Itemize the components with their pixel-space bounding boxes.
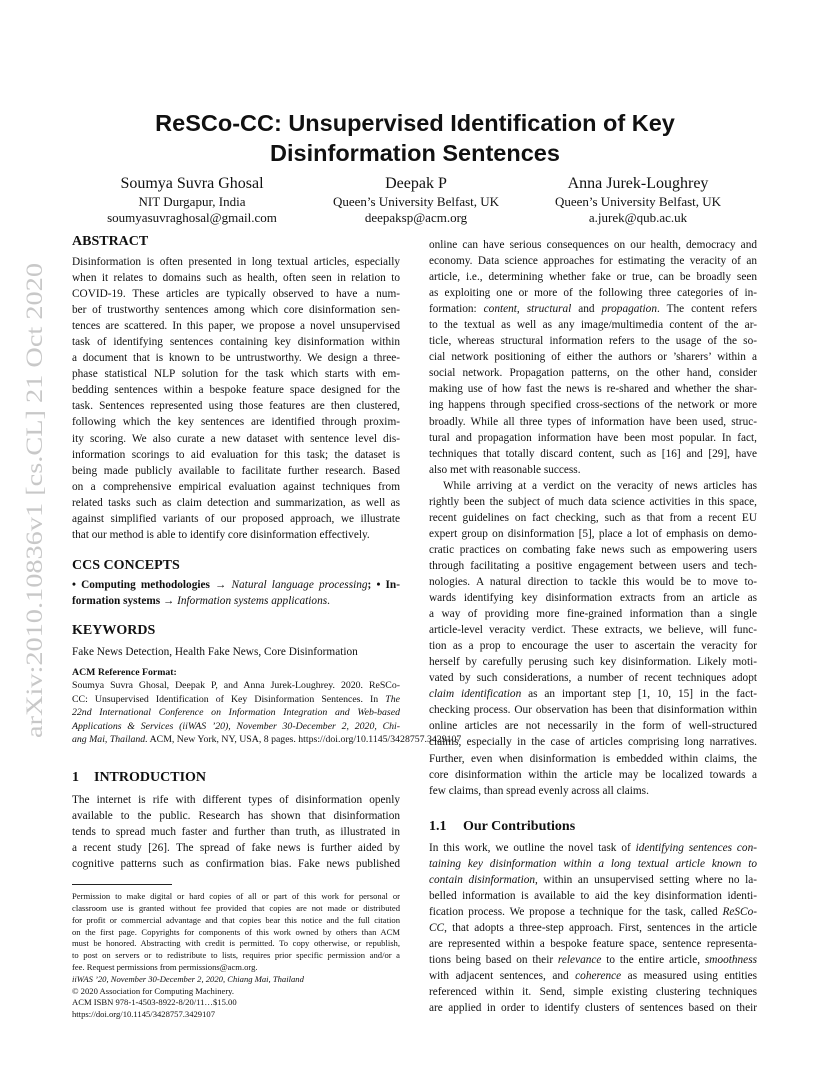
text-line: claims, especially in the case of articles comprising long narratives. — [429, 736, 757, 749]
permission-line: on the first page. Copyrights for components of this work owned by others than ACM — [72, 926, 400, 937]
text-line: related tasks such as claim detection and summarization, as well as — [72, 496, 400, 509]
text-line — [429, 840, 757, 856]
text-line: techniques that totally discard content, such as [16] and [29], have — [429, 447, 757, 460]
author-block — [518, 174, 758, 226]
left-column — [72, 233, 462, 1021]
text-line: task. Sentences represented using those features are then clustered, — [72, 400, 400, 413]
text-line: recent guidelines on fact checking, such as that from a recent EU — [429, 511, 757, 524]
contributions-heading — [429, 818, 757, 836]
text-line: are applied in order to identify clusters of sentences based on their — [429, 1002, 757, 1015]
text-line: bedding sentences within a bespoke feature space designed for the — [72, 384, 400, 397]
permission-line: fee. Request permissions from permissions@acm.org. — [72, 961, 258, 972]
text-line: task of identifying sentences containing key disinformation within — [72, 336, 400, 349]
reference-text: Applications & Services (iiWAS ’20), November 30-December 2, 2020, Chi- — [72, 720, 400, 732]
text-run: smoothness — [704, 953, 757, 966]
text-line: tural and propagation information have been most popular. In fact, — [429, 431, 757, 444]
text-line — [429, 952, 757, 968]
text-line: are represented within a bespoke feature space, sentence representa- — [429, 937, 757, 950]
permission-line: to post on servers or to redistribute to lists, requires prior specific permission and/or a — [72, 950, 400, 961]
text-line: cial network positioning of either the authors or ’sharers’ within a — [429, 351, 757, 364]
footnote-rule — [72, 884, 172, 885]
paragraph — [429, 478, 757, 799]
text-line: Further, even when disinformation is embedded within claims, the — [429, 752, 757, 765]
text-line: wards identifying key disinformation extracts from an article as — [429, 592, 757, 605]
section-title: Our Contributions — [463, 818, 576, 834]
text-line: rightly been the subject of much data science activities in this space, — [429, 495, 757, 508]
keywords-heading: KEYWORDS — [72, 622, 156, 638]
author-affiliation: Queen’s University Belfast, UK — [332, 194, 500, 209]
text-line: article-level veracity verdict. These extracts, we believe, will func- — [429, 624, 757, 637]
section-number: 1 — [72, 769, 79, 785]
author-block — [296, 174, 536, 226]
keywords-text: Fake News Detection, Health Fake News, Core Disinformation — [72, 645, 358, 658]
text-run: , — [516, 303, 527, 316]
text-run: tions being based on their — [429, 953, 558, 966]
reference-line — [72, 693, 400, 707]
text-line: economy. Data science approaches for estimating the veracity of an — [429, 255, 757, 268]
text-line: making use of how fast the news is re-shared and whether the shar- — [429, 383, 757, 396]
text-run: to the entire article, — [601, 953, 705, 966]
text-line: tion as a prop to encourage the user to ascertain the veracity for — [429, 640, 757, 653]
text-run: , that adopts a three-step approach. First, sentences in the article — [444, 921, 757, 934]
text-run: ReSCo- — [722, 905, 757, 918]
acm-reference-body — [72, 679, 462, 747]
permission-block — [72, 884, 400, 1021]
text-line: few claims, than spread evenly across all claims. — [429, 784, 649, 797]
text-run: structural — [526, 303, 572, 316]
ccs-arrow: → — [160, 594, 178, 607]
text-line: nologies. A natural direction to tackle this would be to move to- — [429, 575, 757, 588]
text-line: a way of providing more fine-grained information than a single — [429, 608, 757, 621]
text-line — [429, 968, 757, 984]
text-run: propagation — [601, 303, 657, 316]
text-line: a recent study [26]. The spread of fake news is further aided by — [72, 842, 400, 855]
reference-text: The — [385, 693, 400, 705]
text-line: online articles are not necessarily in the form of well-structured — [429, 720, 757, 733]
text-line: cratic practices on combating fake news such as empowering users — [429, 543, 757, 556]
text-run: with adjacent sentences, and — [429, 970, 576, 983]
reference-line — [72, 706, 400, 720]
text-run: fication process. We propose a technique for the task, called — [429, 905, 723, 918]
ccs-heading: CCS CONCEPTS — [72, 557, 180, 573]
text-line: as exploiting one or more of the following three categories of in- — [429, 287, 757, 300]
abstract-heading: ABSTRACT — [72, 234, 149, 249]
ccs-line — [72, 577, 400, 593]
ccs-arrow: → — [209, 578, 232, 591]
acm-reference-heading: ACM Reference Format: — [72, 666, 177, 678]
text-line: against simplified variants of our proposed approach, we illustrate — [72, 512, 400, 525]
right-column — [429, 237, 757, 1016]
text-line: available to the public. Research has shown that disinformation — [72, 809, 400, 822]
reference-line: Soumya Suvra Ghosal, Deepak P, and Anna Jurek-Loughrey. 2020. ReSCo- — [72, 679, 400, 691]
text-line: online can have serious consequences on our health, democracy and — [429, 239, 757, 251]
text-line: ber of trustworthy sentences among which core disinformation sen- — [72, 304, 400, 317]
title-line: ReSCo-CC: Unsupervised Identification of Key — [155, 110, 675, 136]
text-line: While arriving at a verdict on the veracity of news articles has — [443, 479, 757, 492]
text-run: and — [571, 303, 602, 316]
author-name: Anna Jurek-Loughrey — [567, 175, 709, 192]
isbn-line: ACM ISBN 978-1-4503-8922-8/20/11…$15.00 — [72, 997, 237, 1008]
text-run: as measured using entities — [621, 970, 757, 983]
arxiv-identifier: arXiv:2010.10836v1 [cs.CL] 21 Oct 2020 — [22, 352, 47, 738]
text-run: relevance — [557, 953, 602, 966]
permission-line: for profit or commercial advantage and that copies bear this notice and the full citation — [72, 914, 400, 925]
text-line: broadly. While all three types of information have been used, struc- — [429, 415, 757, 428]
author-affiliation: NIT Durgapur, India — [138, 194, 246, 209]
text-line: cognitive patterns such as confirmation bias. Fake news published — [72, 858, 400, 871]
ccs-line — [72, 593, 400, 609]
text-run: , within an unsupervised setting where no la- — [535, 873, 758, 886]
reference-line — [72, 733, 462, 747]
text-line — [429, 686, 757, 702]
ccs-concept: formation systems — [72, 594, 161, 607]
text-run: CC — [429, 921, 445, 934]
author-affiliation: Queen’s University Belfast, UK — [554, 194, 722, 209]
ccs-concept: • Computing methodologies — [72, 578, 210, 591]
text-run: as an important step [1, 10, 15] in the fact- — [521, 688, 757, 701]
title-line: Disinformation Sentences — [270, 140, 560, 166]
text-line: Disinformation is often presented in long textual articles, especially — [72, 256, 400, 268]
text-line: phase statistical NLP solution for the task which starts with em- — [72, 368, 400, 381]
text-line: COVID-19. These articles are typically observed to have a num- — [72, 288, 400, 301]
author-name: Soumya Suvra Ghosal — [120, 175, 264, 192]
text-line: ticle, whereas structural information refers to the usage of the so- — [429, 335, 757, 348]
introduction-body — [72, 792, 400, 872]
text-line: checking process. Our observation has been that disinformation within — [429, 704, 757, 717]
reference-text: CC: Unsupervised Identification of Key Disinformation Sentences. In — [72, 693, 386, 705]
section-number: 1.1 — [429, 818, 447, 834]
copyright-line: © 2020 Association for Computing Machinery. — [72, 985, 235, 996]
reference-text: ang Mai, Thailand. — [72, 734, 148, 746]
text-line — [429, 301, 757, 317]
text-line: vated by such considerations, a number of recent techniques adopt — [429, 672, 757, 685]
text-line: also met with reasonable success. — [429, 463, 581, 476]
text-line: tends to spread much faster and further than truth, as illustrated in — [72, 826, 400, 838]
abstract-body — [72, 254, 400, 543]
text-line: expert group on disinformation [5], place a lot of emphasis on demo- — [429, 527, 757, 540]
text-run: In this work, we outline the novel task of — [429, 841, 636, 854]
section-title: INTRODUCTION — [94, 769, 207, 785]
text-line — [429, 920, 757, 936]
text-line: referenced within it. Send, simple existing clustering techniques — [429, 986, 757, 999]
arxiv-stamp — [14, 260, 54, 740]
text-run: formation: — [429, 303, 484, 316]
ccs-separator: ; • In- — [367, 578, 400, 591]
text-line: to the textual as well as any image/multimedia content of the ar- — [429, 319, 757, 332]
reference-doi: ACM, New York, NY, USA, 8 pages. https://doi.org/10.1145/3428757.3429107 — [147, 734, 462, 746]
text-line: article, i.e., determining whether fake or true, can be broadly seen — [429, 271, 757, 284]
text-run: claim identification — [429, 688, 522, 701]
text-run: contain disinformation — [429, 873, 536, 886]
ccs-concept: Natural language processing — [231, 578, 368, 591]
author-email: a.jurek@qub.ac.uk — [588, 210, 688, 225]
author-block — [72, 174, 312, 226]
author-email: soumyasuvraghosal@gmail.com — [107, 210, 277, 225]
permission-line: Permission to make digital or hard copies of all or part of this work for personal or — [72, 891, 400, 902]
conference-info: iiWAS ’20, November 30-December 2, 2020, Chiang Mai, Thailand — [72, 973, 304, 984]
text-line: a document that is known to be untrustworthy. We design a three- — [72, 352, 400, 365]
paragraph — [429, 840, 757, 1017]
doi-line: https://doi.org/10.1145/3428757.3429107 — [72, 1009, 215, 1020]
reference-line — [72, 720, 400, 734]
text-line: belled information is available to aid the key disinformation identi- — [429, 889, 757, 902]
reference-text: 22nd International Conference on Information Integration and Web-based — [72, 707, 400, 719]
text-line: being made publicly available to facilitate further research. Based — [72, 464, 400, 477]
text-line: through facilitating a positive engagement between users and tech- — [429, 559, 757, 572]
paper-title — [110, 108, 720, 168]
permission-line: must be honored. Abstracting with credit is permitted. To copy otherwise, or republish, — [72, 938, 400, 949]
introduction-heading — [72, 769, 400, 787]
ccs-concept: Information systems applications — [177, 594, 328, 607]
paragraph — [429, 237, 757, 478]
author-email: deepaksp@acm.org — [364, 210, 468, 225]
text-line: tences are scattered. In this paper, we propose a novel unsupervised — [72, 320, 400, 333]
text-line: information scorings to aid evaluation for this task; the dataset is — [72, 448, 400, 461]
author-name: Deepak P — [385, 175, 447, 192]
text-line — [429, 872, 757, 888]
text-line: when it relates to domains such as health, often seen in relation to — [72, 272, 400, 285]
text-run: content — [483, 303, 517, 316]
text-line: following which the key sentences are identified through proxim- — [72, 416, 400, 429]
text-run: identifying sentences con- — [635, 841, 757, 854]
text-run: taining key disinformation within a long textual article known to — [429, 857, 757, 870]
text-line: ing happens through specified cross-sections of the network or more — [429, 399, 757, 412]
text-line: herself by carefully perusing such key disinformation. Likely moti- — [429, 656, 757, 669]
text-line — [429, 856, 757, 872]
text-line: core disinformation within the article may be localized towards a — [429, 768, 757, 781]
text-line: The internet is rife with different types of disinformation openly — [72, 793, 400, 806]
ccs-end: . — [327, 594, 330, 607]
text-run: coherence — [575, 970, 622, 983]
permission-line: classroom use is granted without fee provided that copies are not made or distributed — [72, 902, 400, 913]
text-line — [429, 904, 757, 920]
text-line: that our method is able to identify core disinformation effectively. — [72, 528, 370, 541]
text-line: on a comprehensive empirical evaluation against techniques from — [72, 480, 400, 493]
text-run: . The content refers — [656, 303, 758, 316]
text-line: social network. Propagation patterns, on the other hand, consider — [429, 367, 757, 380]
text-line: ity scoring. We also curate a new dataset with sentence level dis- — [72, 432, 400, 445]
